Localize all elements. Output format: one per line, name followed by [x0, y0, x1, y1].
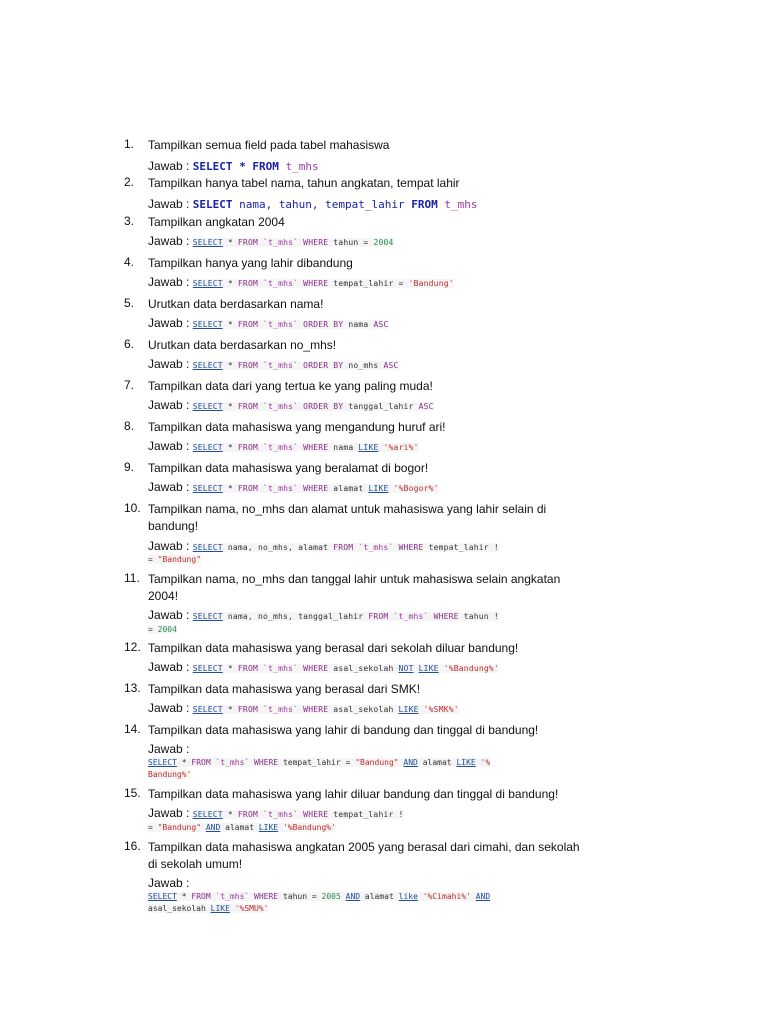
answer-line	[148, 316, 389, 332]
sql-answer: SELECT * FROM `t_mhs` WHERE asal_sekolah NOT LIKE '%Bandung%'	[192, 664, 499, 673]
answer-line	[148, 806, 404, 822]
question-text: Tampilkan data mahasiswa yang mengandung huruf ari!	[148, 420, 446, 434]
item-number: 6.	[124, 337, 135, 351]
item-number: 13.	[124, 681, 141, 695]
question-text: Tampilkan nama, no_mhs dan alamat untuk mahasiswa yang lahir selain di bandung!	[148, 502, 547, 533]
question-text: Tampilkan semua field pada tabel mahasiswa	[148, 138, 390, 152]
sql-answer: SELECT * FROM `t_mhs` WHERE nama LIKE '%ari%'	[192, 443, 419, 452]
sql-answer: SELECT * FROM `t_mhs` WHERE tempat_lahir !	[192, 810, 404, 819]
answer-label: Jawab :	[148, 197, 190, 211]
answer-line	[148, 608, 499, 624]
sql-answer: SELECT nama, no_mhs, alamat FROM `t_mhs` WHERE tempat_lahir !	[192, 543, 499, 552]
question-text: Urutkan data berdasarkan no_mhs!	[148, 338, 337, 352]
item-number: 15.	[124, 786, 141, 800]
answer-line	[148, 234, 394, 250]
sql-answer: SELECT * FROM `t_mhs` WHERE tempat_lahir = "Bandung" AND alamat LIKE '%	[148, 758, 491, 767]
sql-answer-continued: Bandung%'	[148, 770, 192, 779]
answer-label: Jawab :	[148, 316, 190, 330]
item-number: 2.	[124, 175, 135, 189]
item-number: 1.	[124, 137, 135, 151]
sql-answer-continued: asal_sekolah LIKE '%SMU%'	[148, 904, 269, 913]
answer-line	[148, 539, 499, 555]
answer-line	[148, 876, 189, 890]
answer-label: Jawab :	[148, 480, 190, 494]
answer-label: Jawab :	[148, 701, 190, 715]
sql-answer: SELECT * FROM `t_mhs` WHERE tempat_lahir = 'Bandung'	[192, 279, 454, 288]
answer-label: Jawab :	[148, 234, 190, 248]
sql-answer: SELECT * FROM `t_mhs` ORDER BY nama ASC	[192, 320, 389, 329]
answer-label: Jawab :	[148, 742, 190, 756]
sql-answer: SELECT * FROM `t_mhs` ORDER BY no_mhs ASC	[192, 361, 399, 370]
sql-answer: SELECT nama, no_mhs, tanggal_lahir FROM `t_mhs` WHERE tahun !	[192, 612, 499, 621]
answer-label: Jawab :	[148, 876, 190, 890]
item-number: 14.	[124, 722, 141, 736]
item-number: 3.	[124, 214, 135, 228]
question-text: Tampilkan data mahasiswa angkatan 2005 yang berasal dari cimahi, dan sekolah di sekolah umum!	[148, 840, 580, 871]
item-number: 8.	[124, 419, 135, 433]
item-number: 4.	[124, 255, 135, 269]
sql-answer-continued: = "Bandung" AND alamat LIKE '%Bandung%'	[148, 823, 336, 832]
question-text: Tampilkan hanya yang lahir dibandung	[148, 256, 353, 270]
sql-answer: SELECT * FROM `t_mhs` WHERE asal_sekolah LIKE '%SMK%'	[192, 705, 459, 714]
item-number: 5.	[124, 296, 135, 310]
sql-answer-continued: = "Bandung"	[148, 555, 202, 564]
answer-line	[148, 197, 478, 212]
answer-line	[148, 275, 454, 291]
answer-label: Jawab :	[148, 608, 190, 622]
answer-line	[148, 701, 459, 717]
answer-line	[148, 357, 399, 373]
answer-line	[148, 439, 419, 455]
sql-answer: SELECT * FROM `t_mhs` WHERE tahun = 2004	[192, 238, 394, 247]
sql-answer-continued: = 2004	[148, 625, 177, 634]
answer-line	[148, 742, 189, 756]
answer-label: Jawab :	[148, 806, 190, 820]
item-number: 9.	[124, 460, 135, 474]
sql-answer: SELECT * FROM `t_mhs` WHERE tahun = 2005 AND alamat like '%Cimahi%' AND	[148, 892, 491, 901]
answer-label: Jawab :	[148, 159, 190, 173]
question-text: Tampilkan angkatan 2004	[148, 215, 285, 229]
answer-line	[148, 480, 439, 496]
item-number: 16.	[124, 839, 141, 853]
answer-label: Jawab :	[148, 539, 190, 553]
question-text: Tampilkan data mahasiswa yang beralamat di bogor!	[148, 461, 429, 475]
sql-answer: SELECT * FROM `t_mhs` WHERE alamat LIKE '%Bogor%'	[192, 484, 439, 493]
question-text: Tampilkan data mahasiswa yang lahir diluar bandung dan tinggal di bandung!	[148, 787, 559, 801]
item-number: 11.	[124, 571, 140, 585]
answer-label: Jawab :	[148, 398, 190, 412]
question-text: Tampilkan hanya tabel nama, tahun angkatan, tempat lahir	[148, 176, 460, 190]
answer-label: Jawab :	[148, 439, 190, 453]
item-number: 10.	[124, 501, 141, 515]
item-number: 12.	[124, 640, 141, 654]
answer-line	[148, 159, 319, 174]
answer-label: Jawab :	[148, 275, 190, 289]
question-text: Tampilkan nama, no_mhs dan tanggal lahir untuk mahasiswa selain angkatan 2004!	[148, 572, 561, 603]
sql-answer: SELECT nama, tahun, tempat_lahir FROM t_mhs	[192, 198, 478, 211]
answer-label: Jawab :	[148, 357, 190, 371]
question-text: Tampilkan data mahasiswa yang berasal dari sekolah diluar bandung!	[148, 641, 519, 655]
item-number: 7.	[124, 378, 135, 392]
answer-label: Jawab :	[148, 660, 190, 674]
question-text: Tampilkan data dari yang tertua ke yang paling muda!	[148, 379, 433, 393]
question-text: Tampilkan data mahasiswa yang berasal dari SMK!	[148, 682, 421, 696]
sql-answer: SELECT * FROM `t_mhs` ORDER BY tanggal_lahir ASC	[192, 402, 434, 411]
question-text: Urutkan data berdasarkan nama!	[148, 297, 324, 311]
answer-line	[148, 660, 499, 676]
answer-line	[148, 398, 434, 414]
sql-answer: SELECT * FROM t_mhs	[192, 160, 319, 173]
question-text: Tampilkan data mahasiswa yang lahir di bandung dan tinggal di bandung!	[148, 723, 539, 737]
